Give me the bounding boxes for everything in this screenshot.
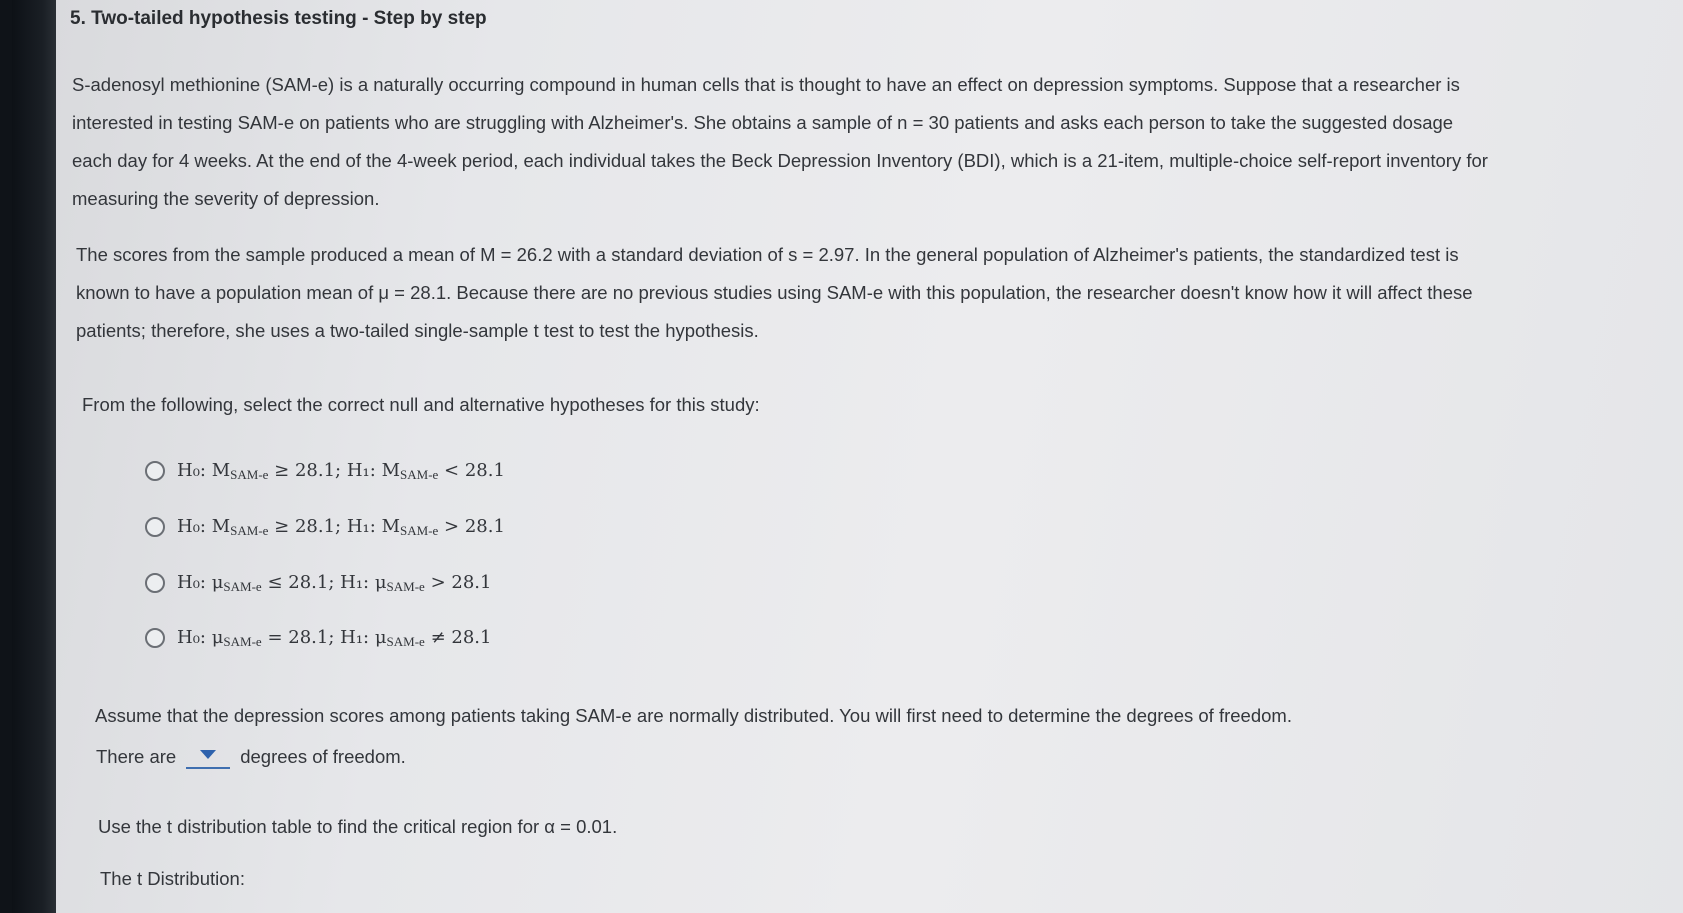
- df-suffix: degrees of freedom.: [240, 746, 406, 767]
- hypothesis-text: H₀: μSAM-e ≤ 28.1; H₁: μSAM-e > 28.1: [177, 572, 492, 594]
- normality-assumption-text: Assume that the depression scores among patients taking SAM-e are normally distributed. You will first need to determine the degrees of freedom.: [95, 705, 1292, 726]
- hypothesis-option-3[interactable]: [145, 572, 491, 593]
- radio-button[interactable]: [145, 573, 165, 593]
- results-paragraph: The scores from the sample produced a mean of M = 26.2 with a standard deviation of s = 2.97. In the general population of Alzheimer's patients, the standardized test is known to have a population mean of μ = 28.1. Because there are no previous studies using SAM-e with this population, the researcher doesn't know how it will affect these patients; therefore, she uses a two-tailed single-sample t test to test the hypothesis.: [76, 244, 1473, 341]
- critical-region-instruction: Use the t distribution table to find the critical region for α = 0.01.: [98, 816, 618, 837]
- hypothesis-option-1[interactable]: [145, 460, 505, 481]
- degrees-of-freedom-dropdown[interactable]: [186, 745, 230, 769]
- hypothesis-option-2[interactable]: [145, 516, 505, 537]
- hypothesis-text: H₀: μSAM-e = 28.1; H₁: μSAM-e ≠ 28.1: [177, 627, 492, 649]
- hypotheses-prompt: From the following, select the correct null and alternative hypotheses for this study:: [82, 394, 760, 415]
- df-prefix: There are: [96, 746, 177, 767]
- degrees-of-freedom-line: [96, 745, 406, 769]
- radio-button[interactable]: [145, 517, 165, 537]
- radio-button[interactable]: [145, 628, 165, 648]
- chevron-down-icon: [200, 750, 216, 759]
- hypothesis-text: H₀: MSAM-e ≥ 28.1; H₁: MSAM-e < 28.1: [177, 460, 505, 482]
- t-distribution-label: The t Distribution:: [100, 868, 245, 889]
- scenario-paragraph: S-adenosyl methionine (SAM-e) is a naturally occurring compound in human cells that is thought to have an effect on depression symptoms. Suppose that a researcher is interested in testing SAM-e on patients who are struggling with Alzheimer's. She obtains a sample of n = 30 patients and asks each person to take the suggested dosage each day for 4 weeks. At the end of the 4-week period, each individual takes the Beck Depression Inventory (BDI), which is a 21-item, multiple-choice self-report inventory for measuring the severity of depression.: [72, 74, 1488, 209]
- radio-button[interactable]: [145, 461, 165, 481]
- hypothesis-option-4[interactable]: [145, 627, 491, 648]
- screen-edge: [12, 0, 56, 913]
- hypothesis-text: H₀: MSAM-e ≥ 28.1; H₁: MSAM-e > 28.1: [177, 516, 505, 538]
- question-title: 5. Two-tailed hypothesis testing - Step by step: [70, 8, 487, 29]
